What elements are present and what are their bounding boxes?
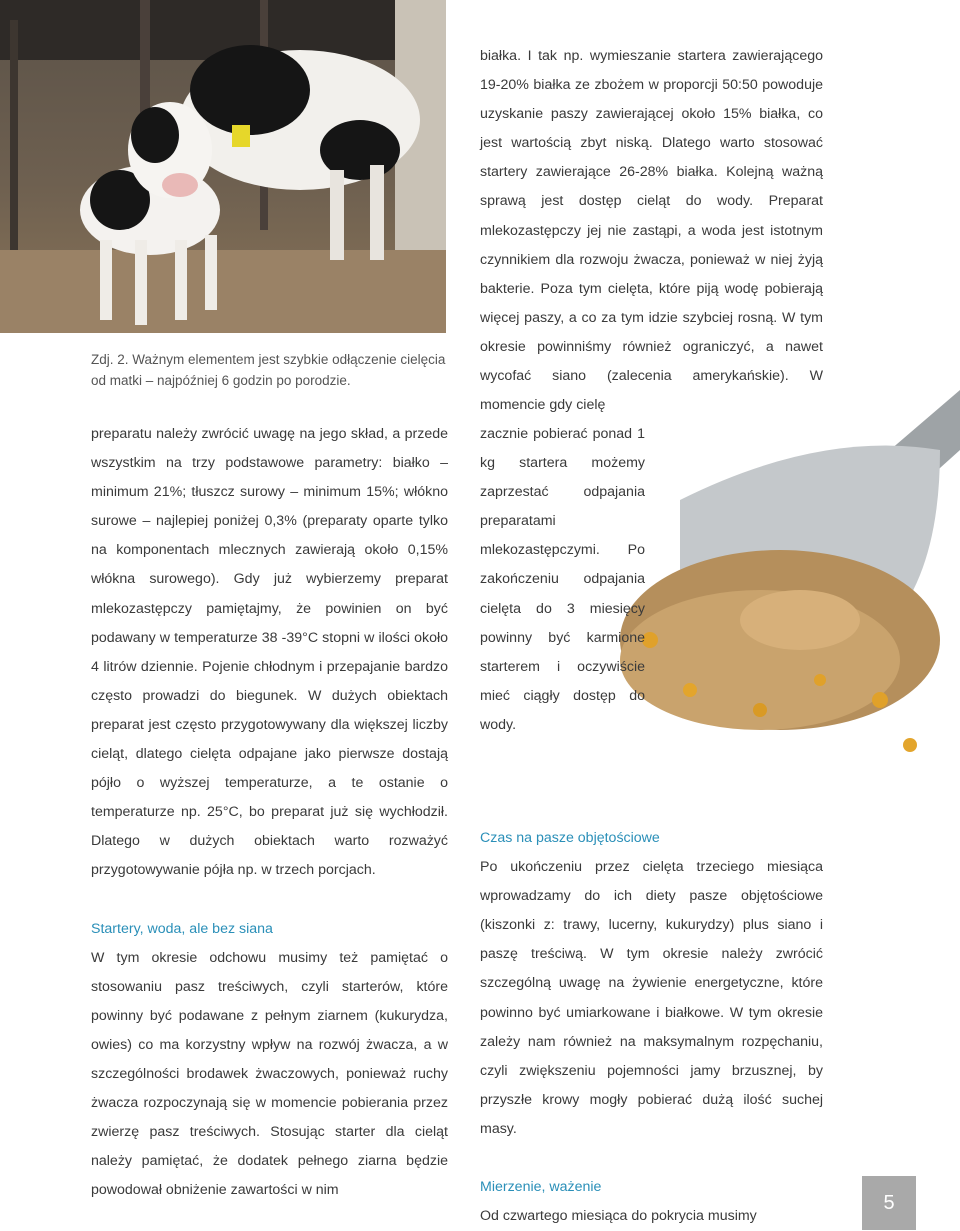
right-paragraph-1-continued: zacznie pobierać ponad 1 kg startera możemy zaprzestać odpajania preparatami mlekozastępczymi. Po zakończeniu odpajania cielęta do 3 miesięcy powinny być karmione starterem i oczywiście mieć ciągły dostęp do wody. [480,426,645,733]
section-heading-measuring: Mierzenie, ważenie [480,1179,602,1196]
calf-photo [0,0,446,333]
photo-caption: Zdj. 2. Ważnym elementem jest szybkie odłączenie cielęcia od matki – najpóźniej 6 godzin po porodzie. [91,352,446,388]
right-paragraph-3: Od czwartego miesiąca do pokrycia musimy [480,1208,757,1225]
section-heading-forage: Czas na pasze objętościowe [480,830,660,846]
left-column [91,420,448,1205]
right-column-top [480,42,823,420]
page-number: 5 [862,1176,916,1230]
right-column-narrow [480,420,645,740]
left-paragraph-2: W tym okresie odchowu musimy też pamiętać o stosowaniu pasz treściwych, czyli starterów, które powinny być podawane z pełnym ziarnem (kukurydza, owies) co ma korzystny wpływ na rozwój żwacza, a w szczególności brodawek żwaczowych, ponieważ ruchy żwacza rozpoczynają się w momencie pobierania przez zwierzę pasz treściwych. Stosując starter dla cieląt należy pamiętać, że dodatek pełnego ziarna będzie powodował obniżenie zawartości w nim [91,949,448,1199]
left-paragraph-1: preparatu należy zwrócić uwagę na jego skład, a przede wszystkim na trzy podstawowe parametry: białko – minimum 21%; tłuszcz surowy – minimum 15%; włókno surowe – najlepiej poniżej 0,3% (preparaty oparte tylko na komponentach mlecznych zawierają około 0,15% włókna surowego). Gdy już wybierzemy preparat mlekozastępczy pamiętajmy, że powinien on być podawany w temperaturze 38 -39°C stopni w ilości około 4 litrów dziennie. Pojenie chłodnym i przepajanie bardzo często prowadzi do biegunek. W dużych obiektach preparat jest często przygotowywany dla większej liczby cieląt, dlatego cielęta odpajane jako pierwsze dostają pójło o wyższej temperaturze, a te ostanie o temperaturze np. 25°C, bo preparat już się wychłodził. Dlatego w dużych obiektach warto rozważyć przygotowywanie pójła np. w trzech porcjach. [91,426,448,879]
right-paragraph-1: białka. I tak np. wymieszanie startera zawierającego 19-20% białka ze zbożem w proporcji 50:50 powoduje uzyskanie paszy zawierającej około 15% białka, co jest wartością zbyt niską. Dlatego warto stosować startery zawierające 26-28% białka. Kolejną ważną sprawą jest dostęp cieląt do wody. Preparat mlekozastępczy jej nie zastąpi, a woda jest istotnym czynnikiem dla rozwoju żwacza, ponieważ w niej żyją bakterie. Poza tym cielęta, które piją wodę pobierają więcej paszy, a co za tym idzie szybciej rosną. W tym okresie powinniśmy również ograniczyć, a nawet wycofać siano (zalecenia amerykańskie). W momencie gdy cielę [480,48,823,414]
right-column-bottom [480,824,823,1231]
right-paragraph-2: Po ukończeniu przez cielęta trzeciego miesiąca wprowadzamy do ich diety pasze objętościowe (kiszonki z: trawy, lucerny, kukurydzy) plus siano i paszę treściwą. W tym okresie należy zwrócić szczególną uwagę na żywienie energetyczne, które powinno być umiarkowane i białkowe. W tym okresie zależy nam również na maksymalnym rozpęchaniu, czyli zwiększeniu pojemności jamy brzusznej, by przyszłe krowy mogły pobierać dużą ilość suchej masy. [480,859,823,1137]
section-heading-starters: Startery, woda, ale bez siana [91,920,273,937]
